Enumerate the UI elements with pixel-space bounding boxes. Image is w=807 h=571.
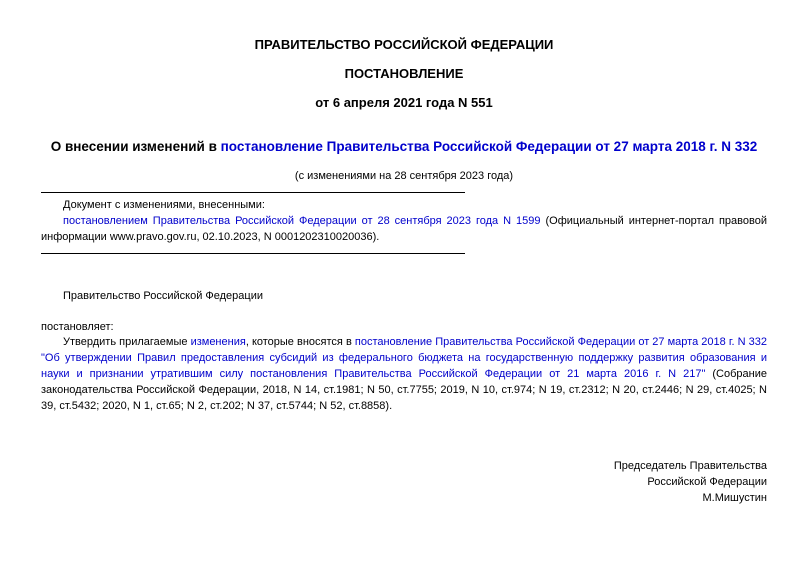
doc-type-heading: ПОСТАНОВЛЕНИЕ	[344, 66, 464, 81]
document-title	[41, 139, 767, 154]
title-decree-link[interactable]: постановление Правительства Российской Федерации от 27 марта 2018 г. N 332	[220, 139, 758, 154]
org-heading: ПРАВИТЕЛЬСТВО РОССИЙСКОЙ ФЕДЕРАЦИИ	[254, 37, 554, 52]
approval-paragraph	[41, 334, 767, 414]
decree-332-link[interactable]: постановление Правительства Российской Федерации от 27 марта 2018 г. N 332 "Об утверждении Правил предоставления субсидий из федерального бюджета на государственную поддержку развития образования и науки и признании утратившим силу постановления Правительства Российской Федерации от 21 марта 2016 г. N 217"	[41, 336, 767, 380]
title-prefix: О внесении изменений в	[50, 139, 221, 154]
changes-link[interactable]: изменения	[190, 336, 246, 348]
signature-position-2: Российской Федерации	[647, 476, 767, 488]
approval-text-3: (Собрание законодательства Российской Федерации, 2018, N 14, ст.1981; N 50, ст.7755; 2019, N 10, ст.974; N 19, ст.2312; N 20, ст.2446; N 29, ст.4025; N 39, ст.5432; 2020, N 1, ст.65; N 2, ст.202; N 37, ст.5744; N 52, ст.8858).	[41, 368, 767, 412]
amendments-paragraph	[41, 213, 767, 245]
divider-bottom	[41, 253, 465, 254]
signature-block	[614, 458, 767, 506]
amendment-source-text: (Официальный интернет-портал правовой информации www.pravo.gov.ru, 02.10.2023, N 0001202310020036).	[41, 215, 767, 243]
signature-position-1: Председатель Правительства	[613, 460, 767, 472]
government-text: Правительство Российской Федерации	[63, 290, 263, 302]
decrees-text: постановляет:	[41, 321, 114, 333]
amendments-intro: Документ с изменениями, внесенными:	[63, 199, 265, 211]
signature-name: М.Мишустин	[702, 492, 767, 504]
changes-note: (с изменениями на 28 сентября 2023 года)	[294, 170, 514, 182]
approval-text-2: , которые вносятся в	[245, 336, 355, 348]
amendment-decree-link[interactable]: постановлением Правительства Российской Федерации от 28 сентября 2023 года N 1599	[63, 215, 541, 227]
approval-text-1: Утвердить прилагаемые	[63, 336, 191, 348]
divider-top	[41, 192, 465, 193]
date-number-heading: от 6 апреля 2021 года N 551	[315, 95, 493, 110]
